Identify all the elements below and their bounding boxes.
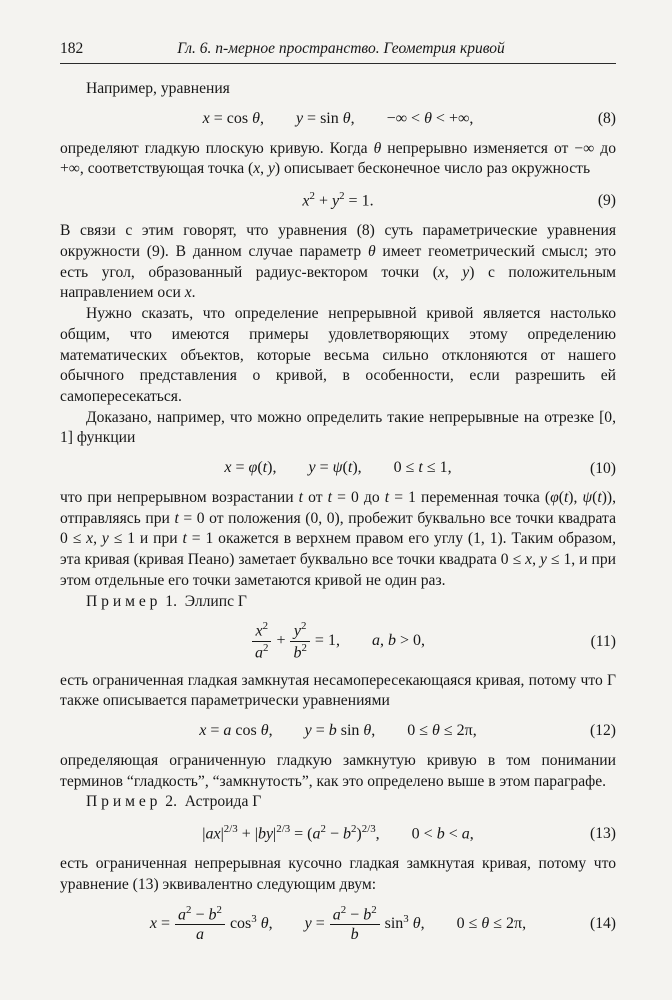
paragraph: Например, уравнения: [86, 80, 230, 97]
paragraph: В связи с этим говорят, что уравнения (8) суть параметрические уравнения окружности (9). В данном случае параметр θ имеет геометрический смысл; это есть угол, образованный радиус-вектором точки (x, y) с положительным направлением оси x.: [60, 222, 616, 302]
equation-body: $\frac{x^2}{a^2}$ + $\frac{y^2}{b^2}$ = 1, a, b > 0,: [251, 621, 425, 661]
paragraph: что при непрерывном возрастании t от t = 0 до t = 1 переменная точка (φ(t), ψ(t)), отправляясь при t = 0 от положения (0, 0), пробежит буквально все точки квадрата 0 ≤ x, y ≤ 1 и при t = 1 окажется в верхнем правом его углу (1, 1). Таким образом, эта кривая (кривая Пеано) заметает буквально все точки квадрата 0 ≤ x, y ≤ 1, и при этом отдельные его точки заметаются кривой не один раз.: [60, 489, 617, 589]
equation-number: (8): [597, 109, 616, 127]
equation-body: x = a cos θ, y = b sin θ, 0 ≤ θ ≤ 2π,: [199, 722, 477, 740]
equation-number: (10): [590, 459, 616, 477]
paragraph: П р и м е р 2. Астроида Γ: [86, 793, 262, 811]
page-number: 182: [60, 40, 84, 57]
paragraph: есть ограниченная гладкая замкнутая несамопересекающаяся кривая, потому что Γ также описывается параметрически уравнениями: [60, 671, 616, 710]
equation-body: x = $\frac{a^2 - b^2}{a}$ $\cos^3 \theta$, y = $\frac{a^2 - b^2}{b}$ $\sin^3 \theta$, 0 ≤ θ ≤ 2π,: [149, 903, 527, 944]
equation-12: [60, 721, 616, 742]
paragraph: П р и м е р 1. Эллипс Γ: [86, 592, 247, 610]
equation-body: $|ax|^{2/3} + |by|^{2/3} = (a^2 - b^2)^{2/3}$, 0 < b < a,: [202, 823, 474, 843]
equation-13: [60, 822, 616, 845]
equation-number: (9): [597, 191, 616, 209]
equation-number: (13): [590, 824, 616, 842]
paragraph: Нужно сказать, что определение непрерывной кривой является настолько общим, что имеются примеры удовлетворяющих этому определению математических объектов, которые весьма сильно отклоняются от нашего обычного представления о кривой, в особенности, если разрешить ей самопересекаться.: [60, 305, 616, 405]
equation-number: (14): [590, 914, 616, 932]
content: [60, 79, 616, 944]
paragraph: есть ограниченная непрерывная кусочно гладкая замкнутая кривая, потому что уравнение (13) эквивалентно следующим двум:: [60, 855, 616, 893]
running-head: Гл. 6. n-мерное пространство. Геометрия кривой: [177, 40, 505, 57]
paragraph: определяющая ограниченную гладкую замкнутую кривую в том понимании терминов “гладкость”, “замкнутость”, как это определено выше в этом параграфе.: [60, 751, 616, 790]
equation-number: (12): [590, 722, 616, 740]
page-header: [60, 40, 616, 64]
equation-body: $x^2 + y^2 = 1$.: [302, 190, 374, 210]
equation-11: [60, 621, 616, 661]
equation-number: (11): [590, 632, 616, 650]
paragraph: Доказано, например, что можно определить такие непрерывные на отрезке [0, 1] функции: [60, 408, 616, 447]
equation-10: [60, 458, 616, 479]
equation-14: [60, 905, 616, 944]
equation-body: x = cos θ, y = sin θ, −∞ < θ < +∞,: [202, 109, 474, 127]
equation-9: [60, 189, 616, 212]
equation-8: [60, 109, 616, 130]
equation-body: x = φ(t), y = ψ(t), 0 ≤ t ≤ 1,: [224, 459, 452, 477]
paragraph: определяют гладкую плоскую кривую. Когда θ непрерывно изменяется от −∞ до +∞, соответствующая точка (x, y) описывает бесконечное число раз окружность: [60, 139, 616, 178]
